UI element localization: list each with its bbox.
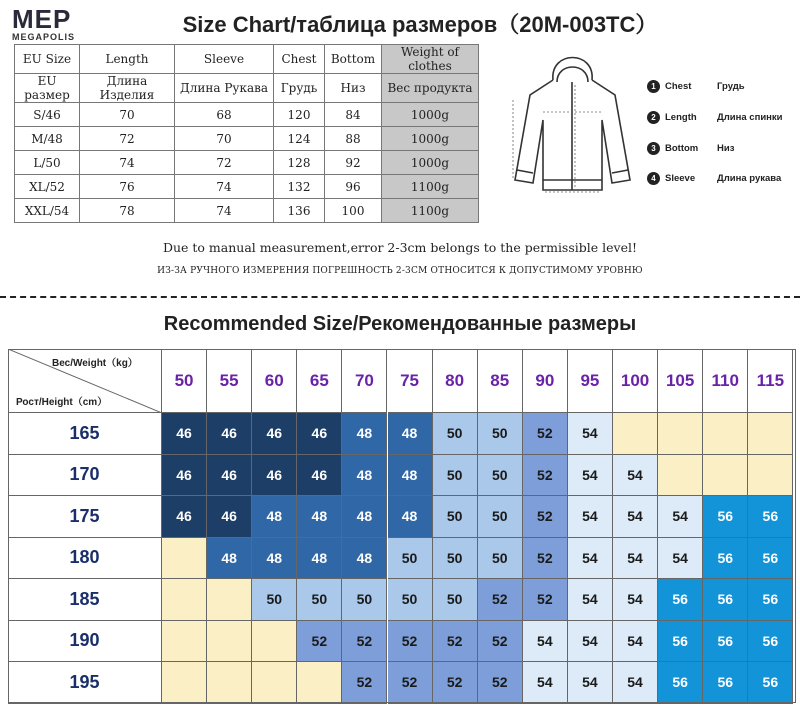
size-recommendation-cell: 48 — [342, 455, 387, 497]
section-divider — [0, 296, 800, 298]
size-recommendation-cell: 52 — [433, 662, 478, 704]
size-table-cell: XL/52 — [15, 175, 80, 199]
size-recommendation-cell: 52 — [523, 579, 568, 621]
size-recommendation-cell: 54 — [658, 496, 703, 538]
size-recommendation-cell: 54 — [613, 662, 658, 704]
weight-header-cell: 110 — [703, 349, 748, 413]
size-recommendation-cell: 50 — [388, 579, 433, 621]
size-table-header-ru — [15, 74, 479, 103]
legend-number: 4 — [647, 172, 660, 185]
size-table-cell: 96 — [325, 175, 382, 199]
size-recommendation-cell: 54 — [658, 538, 703, 580]
size-recommendation-cell — [207, 621, 252, 663]
size-table-cell: Sleeve — [175, 45, 274, 74]
size-recommendation-cell: 54 — [568, 413, 613, 455]
size-recommendation-cell — [162, 579, 207, 621]
size-recommendation-cell: 52 — [478, 579, 523, 621]
height-header-cell: 190 — [8, 621, 162, 663]
measurement-note-en: Due to manual measurement,error 2-3cm belongs to the permissible level! — [162, 240, 638, 255]
size-recommendation-cell: 46 — [162, 413, 207, 455]
size-recommendation-cell: 54 — [568, 662, 613, 704]
size-table-cell: 124 — [274, 127, 325, 151]
size-recommendation-cell: 50 — [252, 579, 297, 621]
size-recommendation-cell — [162, 538, 207, 580]
weight-header-cell: 95 — [568, 349, 613, 413]
size-table-cell: 72 — [175, 151, 274, 175]
legend-label-en: Chest — [665, 81, 692, 92]
recommended-size-grid — [8, 349, 796, 703]
size-recommendation-cell — [748, 455, 793, 497]
size-table-cell: 76 — [80, 175, 175, 199]
size-table-cell: 70 — [175, 127, 274, 151]
weight-header-cell: 115 — [748, 349, 793, 413]
size-recommendation-cell: 56 — [703, 621, 748, 663]
weight-header-cell: 55 — [207, 349, 252, 413]
size-table-cell: 70 — [80, 103, 175, 127]
size-recommendation-cell: 52 — [478, 662, 523, 704]
size-recommendation-cell: 54 — [613, 538, 658, 580]
size-recommendation-cell: 50 — [342, 579, 387, 621]
legend-label-ru: Низ — [717, 143, 735, 154]
size-table-cell: 68 — [175, 103, 274, 127]
recommended-size-title: Recommended Size/Рекомендованные размеры — [163, 313, 637, 335]
weight-axis-label: Вес/Weight（kg） — [52, 358, 138, 369]
size-recommendation-cell: 52 — [342, 662, 387, 704]
size-table-cell: 74 — [175, 175, 274, 199]
size-chart-title: Size Chart/таблица размеров（20M-003TC） — [182, 12, 658, 37]
size-recommendation-cell: 50 — [433, 413, 478, 455]
size-table-cell: Bottom — [325, 45, 382, 74]
size-table-cell: 72 — [80, 127, 175, 151]
legend-number: 2 — [647, 111, 660, 124]
size-recommendation-cell: 48 — [207, 538, 252, 580]
size-recommendation-cell: 50 — [433, 455, 478, 497]
size-table-cell: 74 — [175, 199, 274, 223]
height-header-cell: 185 — [8, 579, 162, 621]
size-table-cell: 120 — [274, 103, 325, 127]
legend-item-chest — [647, 80, 797, 94]
size-table-cell: Грудь — [274, 74, 325, 103]
size-recommendation-cell: 52 — [433, 621, 478, 663]
size-recommendation-cell: 48 — [297, 496, 342, 538]
size-recommendation-cell — [613, 413, 658, 455]
height-header-cell: 195 — [8, 662, 162, 704]
legend-label-en: Bottom — [665, 143, 699, 154]
legend-label-ru: Грудь — [717, 81, 745, 92]
size-recommendation-cell: 46 — [207, 455, 252, 497]
size-recommendation-cell: 56 — [703, 662, 748, 704]
size-recommendation-cell: 48 — [342, 413, 387, 455]
size-table-cell: 1000g — [382, 151, 479, 175]
size-recommendation-cell: 46 — [207, 496, 252, 538]
legend-label-ru: Длина спинки — [717, 112, 783, 123]
size-table-cell: 132 — [274, 175, 325, 199]
size-recommendation-cell: 54 — [568, 455, 613, 497]
size-table-header-en — [15, 45, 479, 74]
size-table-cell: 128 — [274, 151, 325, 175]
size-recommendation-cell: 52 — [478, 621, 523, 663]
weight-header-cell: 80 — [433, 349, 478, 413]
size-table-cell: S/46 — [15, 103, 80, 127]
size-table-cell: 1100g — [382, 175, 479, 199]
size-table-cell: 74 — [80, 151, 175, 175]
size-table-row — [15, 151, 479, 175]
size-recommendation-cell: 54 — [523, 621, 568, 663]
size-recommendation-cell: 56 — [703, 579, 748, 621]
size-recommendation-cell: 54 — [568, 579, 613, 621]
size-recommendation-cell: 50 — [478, 455, 523, 497]
weight-header-cell: 70 — [342, 349, 387, 413]
size-recommendation-cell: 46 — [207, 413, 252, 455]
size-table-cell: 84 — [325, 103, 382, 127]
size-recommendation-cell — [207, 579, 252, 621]
size-table-cell: Длина Рукава — [175, 74, 274, 103]
weight-header-cell: 50 — [162, 349, 207, 413]
legend-item-sleeve — [647, 172, 797, 186]
size-recommendation-cell: 56 — [658, 662, 703, 704]
logo-mark: MEP — [12, 4, 72, 34]
size-recommendation-cell: 48 — [342, 496, 387, 538]
legend-label-ru: Длина рукава — [717, 173, 782, 184]
logo-subtitle: MEGAPOLIS — [12, 32, 76, 42]
size-recommendation-cell: 52 — [523, 413, 568, 455]
size-table-cell: M/48 — [15, 127, 80, 151]
size-recommendation-cell: 56 — [748, 538, 793, 580]
size-recommendation-cell: 48 — [252, 496, 297, 538]
size-table-cell: 136 — [274, 199, 325, 223]
height-axis-label: Рост/Height（cm） — [16, 397, 108, 408]
size-recommendation-cell — [748, 413, 793, 455]
size-table-cell: Length — [80, 45, 175, 74]
weight-header-cell: 90 — [523, 349, 568, 413]
size-recommendation-cell — [703, 413, 748, 455]
weight-header-cell: 85 — [478, 349, 523, 413]
size-recommendation-cell: 56 — [748, 579, 793, 621]
size-recommendation-cell: 46 — [252, 413, 297, 455]
size-table-cell: 88 — [325, 127, 382, 151]
brand-logo — [12, 6, 122, 46]
size-recommendation-cell: 56 — [748, 662, 793, 704]
measurement-note-ru: ИЗ-ЗА РУЧНОГО ИЗМЕРЕНИЯ ПОГРЕШНОСТЬ 2-3CM ОТНОСИТСЯ К ДОПУСТИМОМУ УРОВНЮ — [157, 266, 643, 276]
size-recommendation-cell: 50 — [478, 538, 523, 580]
weight-header-cell: 65 — [297, 349, 342, 413]
size-recommendation-cell: 56 — [658, 621, 703, 663]
size-table-row — [15, 103, 479, 127]
size-chart-table — [14, 44, 479, 223]
height-header-cell: 175 — [8, 496, 162, 538]
height-header-cell: 180 — [8, 538, 162, 580]
size-recommendation-cell: 56 — [703, 538, 748, 580]
size-recommendation-cell: 50 — [388, 538, 433, 580]
legend-label-en: Sleeve — [665, 173, 696, 184]
size-recommendation-cell — [658, 455, 703, 497]
size-recommendation-cell: 46 — [297, 455, 342, 497]
size-recommendation-cell — [162, 621, 207, 663]
size-recommendation-cell: 52 — [297, 621, 342, 663]
size-table-cell: 1000g — [382, 103, 479, 127]
size-table-cell: EU Size — [15, 45, 80, 74]
weight-header-cell: 60 — [252, 349, 297, 413]
size-recommendation-cell — [252, 621, 297, 663]
size-recommendation-cell: 48 — [388, 455, 433, 497]
size-recommendation-cell: 52 — [523, 538, 568, 580]
size-recommendation-cell: 56 — [703, 496, 748, 538]
size-table-cell: 78 — [80, 199, 175, 223]
size-table-cell: Weight of clothes — [382, 45, 479, 74]
size-recommendation-cell: 54 — [568, 538, 613, 580]
size-recommendation-cell: 50 — [478, 496, 523, 538]
size-table-cell: 1100g — [382, 199, 479, 223]
size-recommendation-cell: 48 — [342, 538, 387, 580]
size-recommendation-cell: 48 — [297, 538, 342, 580]
size-recommendation-cell: 50 — [433, 496, 478, 538]
legend-item-length — [647, 111, 797, 125]
size-table-row — [15, 199, 479, 223]
size-recommendation-cell: 56 — [748, 496, 793, 538]
hoodie-diagram — [505, 40, 640, 200]
size-table-row — [15, 175, 479, 199]
size-recommendation-cell: 54 — [613, 579, 658, 621]
size-table-cell: 92 — [325, 151, 382, 175]
weight-header-cell: 100 — [613, 349, 658, 413]
legend-item-bottom — [647, 142, 797, 156]
size-table-cell: XXL/54 — [15, 199, 80, 223]
size-table-cell: Chest — [274, 45, 325, 74]
size-recommendation-cell: 46 — [297, 413, 342, 455]
size-recommendation-cell: 52 — [388, 621, 433, 663]
size-table-cell: L/50 — [15, 151, 80, 175]
size-recommendation-cell: 48 — [388, 413, 433, 455]
height-header-cell: 170 — [8, 455, 162, 497]
size-table-cell: Вес продукта — [382, 74, 479, 103]
legend-number: 1 — [647, 80, 660, 93]
size-recommendation-cell: 54 — [613, 621, 658, 663]
size-recommendation-cell: 52 — [342, 621, 387, 663]
legend-number: 3 — [647, 142, 660, 155]
size-recommendation-cell: 54 — [613, 496, 658, 538]
size-table-row — [15, 127, 479, 151]
size-recommendation-cell: 56 — [748, 621, 793, 663]
legend-label-en: Length — [665, 112, 697, 123]
size-recommendation-cell: 52 — [388, 662, 433, 704]
size-recommendation-cell: 54 — [568, 621, 613, 663]
size-recommendation-cell: 52 — [523, 496, 568, 538]
size-recommendation-cell — [162, 662, 207, 704]
size-table-cell: Длина Изделия — [80, 74, 175, 103]
size-recommendation-cell: 50 — [433, 538, 478, 580]
weight-header-cell: 105 — [658, 349, 703, 413]
grid-corner-cell — [8, 349, 162, 413]
size-recommendation-cell: 54 — [568, 496, 613, 538]
size-recommendation-cell — [207, 662, 252, 704]
size-recommendation-cell: 54 — [523, 662, 568, 704]
size-recommendation-cell: 46 — [162, 496, 207, 538]
size-recommendation-cell — [252, 662, 297, 704]
size-table-cell: EU размер — [15, 74, 80, 103]
size-recommendation-cell — [703, 455, 748, 497]
weight-header-cell: 75 — [388, 349, 433, 413]
size-recommendation-cell: 52 — [523, 455, 568, 497]
size-recommendation-cell: 56 — [658, 579, 703, 621]
size-recommendation-cell: 46 — [252, 455, 297, 497]
height-header-cell: 165 — [8, 413, 162, 455]
size-recommendation-cell: 50 — [297, 579, 342, 621]
size-recommendation-cell: 48 — [252, 538, 297, 580]
size-recommendation-cell: 50 — [478, 413, 523, 455]
size-recommendation-cell — [297, 662, 342, 704]
size-table-cell: 1000g — [382, 127, 479, 151]
size-recommendation-cell: 48 — [388, 496, 433, 538]
size-recommendation-cell: 54 — [613, 455, 658, 497]
size-table-cell: 100 — [325, 199, 382, 223]
size-table-cell: Низ — [325, 74, 382, 103]
size-recommendation-cell: 46 — [162, 455, 207, 497]
size-recommendation-cell: 50 — [433, 579, 478, 621]
size-recommendation-cell — [658, 413, 703, 455]
